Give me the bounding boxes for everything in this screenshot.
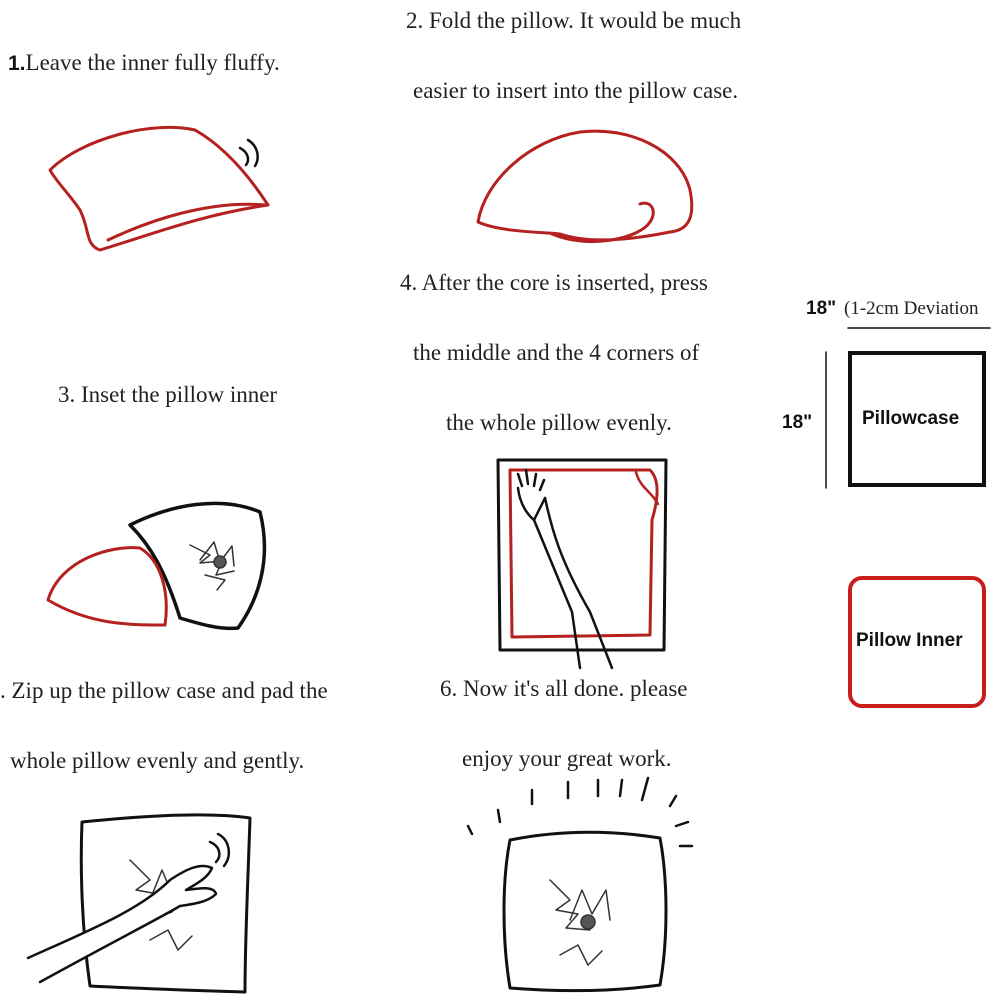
step2-line2: easier to insert into the pillow case. <box>413 78 739 103</box>
fluffy-pillow-illustration <box>50 127 268 250</box>
deviation-note: (1-2cm Deviation <box>844 298 979 319</box>
zip-pad-illustration <box>28 815 250 992</box>
step6-line1: 6. Now it's all done. please <box>440 676 688 701</box>
folded-pillow-illustration <box>478 131 692 241</box>
width-label: 18" <box>806 298 837 319</box>
finished-pillow-illustration <box>468 778 692 991</box>
pat-motion-lines <box>210 834 229 866</box>
sparkle-lines-icon <box>468 778 692 846</box>
pillowcase-label: Pillowcase <box>862 408 960 429</box>
hand-icon <box>28 866 216 982</box>
step1-text: Leave the inner fully fluffy. <box>25 50 280 75</box>
pillow-inner-label: Pillow Inner <box>856 630 963 651</box>
step4-line3: the whole pillow evenly. <box>446 410 672 435</box>
height-label: 18" <box>782 412 813 433</box>
step4-line1: 4. After the core is inserted, press <box>400 270 708 295</box>
step5-line2: whole pillow evenly and gently. <box>10 748 305 773</box>
step2-line1: 2. Fold the pillow. It would be much <box>406 8 742 33</box>
step4-line2: the middle and the 4 corners of <box>413 340 700 365</box>
step3-caption: 3. Inset the pillow inner <box>58 382 278 407</box>
fluff-motion-lines <box>240 140 258 166</box>
inset-pillow-illustration <box>48 503 264 628</box>
flower-print-step6 <box>550 880 610 965</box>
step1-number: 1. <box>8 52 26 75</box>
step6-line2: enjoy your great work. <box>462 746 672 771</box>
press-corners-illustration <box>498 460 666 668</box>
hand-arm-icon <box>518 470 612 668</box>
step5-line1: . Zip up the pillow case and pad the <box>0 678 328 703</box>
